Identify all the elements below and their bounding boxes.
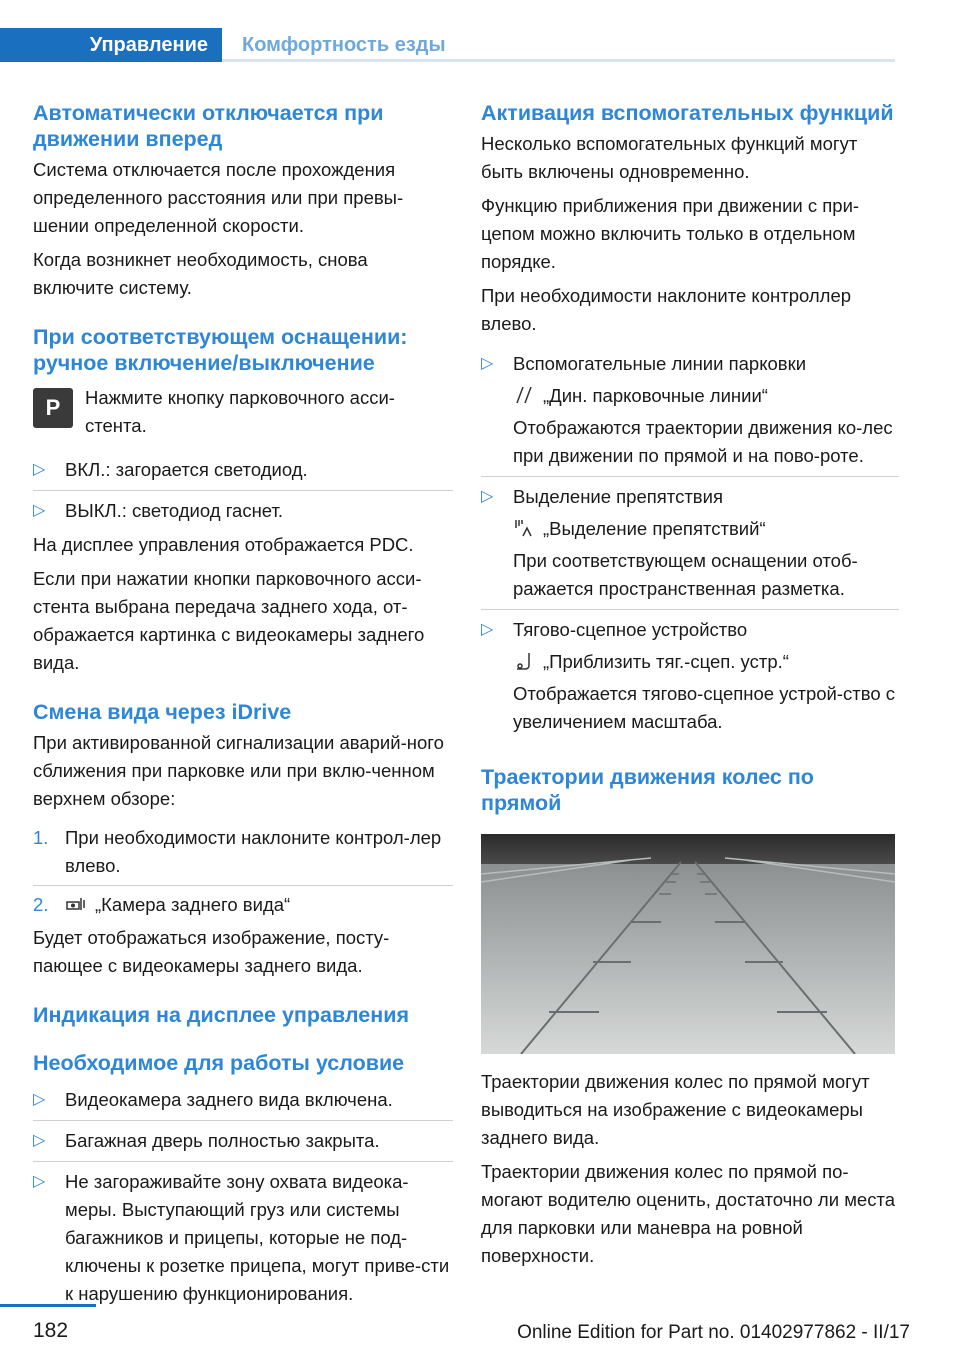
paragraph: На дисплее управления отображается PDC. bbox=[33, 534, 414, 555]
triangle-bullet-icon: ▷ bbox=[481, 621, 494, 638]
paragraph: Несколько вспомогательных функций могут быть включены одновременно. bbox=[481, 133, 858, 182]
list-item: ▷ Тягово-сцепное устройство „Приблизить тяг.-сцеп. устр.“ Отображается тягово-сцепное устрой-ство с увеличением масштаба. bbox=[481, 610, 899, 742]
triangle-bullet-icon: ▷ bbox=[33, 1173, 46, 1190]
paragraph: При активированной сигнализации аварий-ного сближения при парковке или при вклю-ченном верхнем обзоре: bbox=[33, 732, 444, 809]
heading-display-indication: Индикация на дисплее управления bbox=[33, 1003, 410, 1027]
left-column bbox=[33, 100, 453, 1314]
triangle-bullet-icon: ▷ bbox=[33, 502, 46, 519]
tow-hitch-icon bbox=[513, 651, 535, 671]
paragraph: Система отключается после прохождения определенного расстояния или при превы-шении определенной скорости. bbox=[33, 159, 404, 236]
triangle-bullet-icon: ▷ bbox=[33, 1132, 46, 1149]
parking-lines-icon bbox=[513, 385, 535, 405]
list-item: ▷ ВКЛ.: загорается светодиод. bbox=[33, 450, 453, 491]
page-number: 182 bbox=[33, 1319, 69, 1342]
triangle-bullet-icon: ▷ bbox=[481, 488, 494, 505]
heading-precondition: Необходимое для работы условие bbox=[33, 1051, 405, 1075]
list-item: ▷ Вспомогательные линии парковки „Дин. парковочные линии“ Отображаются траектории движения ко-лес при движении по прямой и на пово-роте. bbox=[481, 344, 899, 477]
list-item: ▷ ВЫКЛ.: светодиод гаснет. bbox=[33, 491, 453, 531]
heading-auto-off: Автоматически отключается при движении вперед bbox=[33, 101, 384, 151]
paragraph: Если при нажатии кнопки парковочного асси-стента выбрана передача заднего хода, от-ображается картинка с видеокамеры заднего вида. bbox=[33, 568, 425, 673]
heading-idrive-view: Смена вида через iDrive bbox=[33, 700, 292, 724]
trajectory-figure bbox=[481, 834, 895, 1054]
paragraph: Функцию приближения при движении с при-цепом можно включить только в отдельном порядке. bbox=[481, 195, 860, 272]
list-item: ▷ Видеокамера заднего вида включена. bbox=[33, 1080, 453, 1121]
heading-straight-trajectories: Траектории движения колес по прямой bbox=[481, 765, 814, 815]
header-divider bbox=[222, 59, 895, 62]
right-column bbox=[481, 100, 899, 1276]
rear-camera-icon bbox=[65, 894, 87, 914]
tab-driving-comfort[interactable]: Комфортность езды bbox=[242, 34, 446, 56]
pdc-button-icon: P bbox=[33, 388, 73, 428]
led-list bbox=[33, 450, 453, 531]
triangle-bullet-icon: ▷ bbox=[33, 461, 46, 478]
tab-controls[interactable]: Управление bbox=[0, 28, 222, 62]
paragraph: Траектории движения колес по прямой по-могают водителю оценить, достаточно ли места для парковки или маневра на ровной поверхности. bbox=[481, 1161, 896, 1266]
paragraph: Будет отображаться изображение, посту-пающее с видеокамеры заднего вида. bbox=[33, 927, 390, 976]
list-item: ▷ Багажная дверь полностью закрыта. bbox=[33, 1121, 453, 1162]
trajectory-image bbox=[481, 834, 895, 1054]
edition-note: Online Edition for Part no. 01402977862 - II/17 bbox=[517, 1322, 910, 1343]
list-item: 1. При необходимости наклоните контрол-лер влево. bbox=[33, 819, 453, 886]
precondition-list bbox=[33, 1080, 453, 1314]
triangle-bullet-icon: ▷ bbox=[481, 355, 494, 372]
list-item: ▷ Не загораживайте зону охвата видеока-меры. Выступающий груз или системы багажников и прицепы, которые не под-ключены к розетке прицепа, могут приве-сти к нарушению функционирования. bbox=[33, 1162, 453, 1314]
steps-list bbox=[33, 819, 453, 924]
heading-activate-functions: Активация вспомогательных функций bbox=[481, 101, 894, 125]
heading-manual-switch: При соответствующем оснащении: ручное включение/выключение bbox=[33, 325, 408, 375]
pdc-button-instruction bbox=[33, 384, 453, 440]
header-bar bbox=[0, 28, 895, 62]
obstacle-marking-icon bbox=[513, 518, 535, 538]
paragraph: При необходимости наклоните контроллер влево. bbox=[481, 285, 852, 334]
paragraph: Нажмите кнопку парковочного асси-стента. bbox=[85, 387, 395, 436]
features-list bbox=[481, 344, 899, 742]
list-item: ▷ Выделение препятствия „Выделение препятствий“ При соответствующем оснащении отоб-ражается пространственная разметка. bbox=[481, 477, 899, 610]
footer-divider bbox=[0, 1304, 96, 1307]
paragraph: Траектории движения колес по прямой могут выводиться на изображение с видеокамеры заднего вида. bbox=[481, 1071, 870, 1148]
paragraph: Когда возникнет необходимость, снова включите систему. bbox=[33, 249, 368, 298]
list-item: 2. „Камера заднего вида“ bbox=[33, 894, 291, 915]
triangle-bullet-icon: ▷ bbox=[33, 1091, 46, 1108]
